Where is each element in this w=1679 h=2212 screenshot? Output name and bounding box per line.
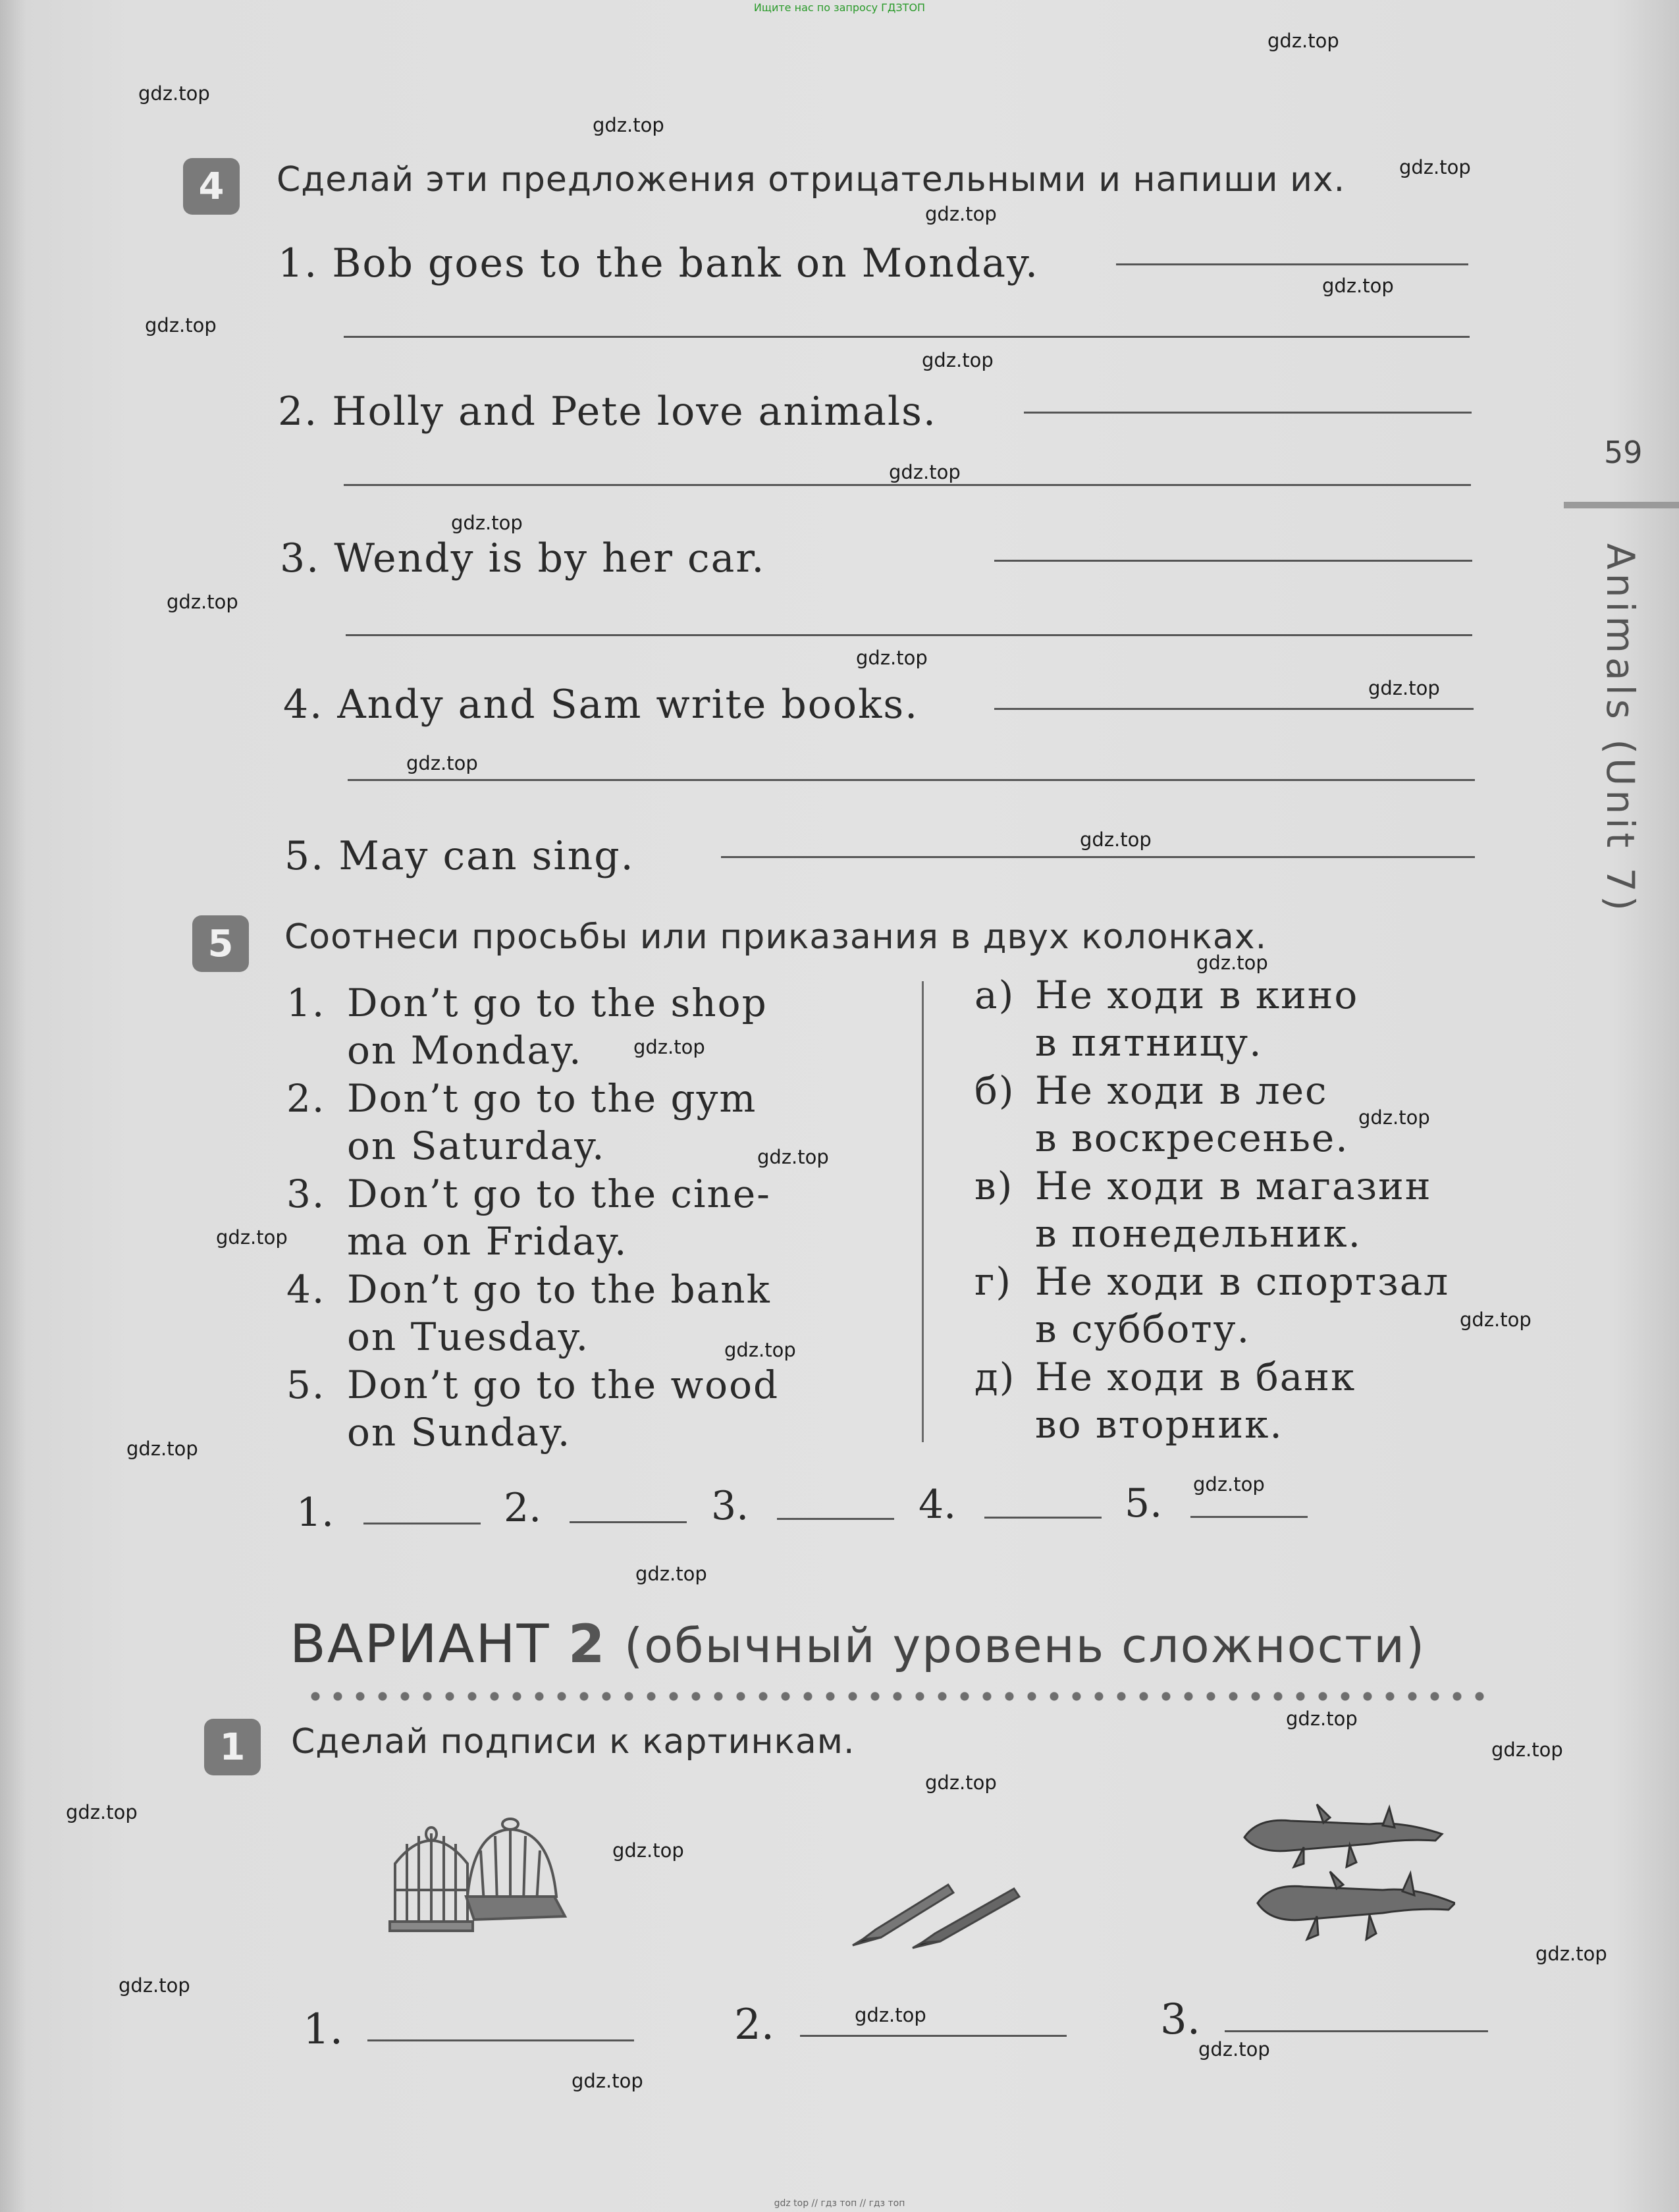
watermark: gdz.top: [1322, 275, 1394, 297]
ex5-right-item-e: д) Не ходи в банк во вторник.: [974, 1355, 1356, 1447]
ex4-sentence-1: 1. Bob goes to the bank on Monday.: [278, 240, 1040, 286]
caption-line-3[interactable]: [1225, 2030, 1488, 2032]
ex4-sentence-2: 2. Holly and Pete love animals.: [278, 389, 938, 435]
answer-line[interactable]: [348, 779, 1475, 781]
ex5-left-item-4: 4. Don’t go to the bank on Tuesday.: [286, 1267, 771, 1359]
answer-blank-2[interactable]: [570, 1521, 687, 1523]
watermark: gdz.top: [724, 1339, 796, 1361]
exercise-4-badge: 4: [183, 158, 240, 215]
answer-line[interactable]: [994, 560, 1472, 562]
crocodiles-picture: [1238, 1798, 1455, 1949]
ex5-right-item-c: в) Не ходи в магазин в понедельник.: [974, 1164, 1432, 1256]
watermark: gdz.top: [1198, 2038, 1270, 2061]
watermark: gdz.top: [612, 1839, 684, 1862]
answer-blank-4[interactable]: [984, 1517, 1102, 1519]
exercise-1-instruction: Сделай подписи к картинкам.: [291, 1722, 855, 1762]
answer-label-3: 3.: [711, 1483, 749, 1529]
caption-line-2[interactable]: [800, 2035, 1067, 2037]
answer-blank-1[interactable]: [363, 1523, 481, 1524]
picture-label-1: 1.: [303, 2005, 344, 2054]
dotted-separator: [304, 1691, 1489, 1702]
exercise-5-instruction: Соотнеси просьбы или приказания в двух колонках.: [284, 917, 1267, 957]
watermark: gdz.top: [925, 203, 997, 225]
watermark: gdz.top: [119, 1974, 190, 1997]
watermark: gdz.top: [855, 2004, 926, 2026]
column-divider: [922, 981, 924, 1442]
watermark: gdz.top: [66, 1801, 138, 1823]
bottom-note: gdz top // гдз топ // гдз топ: [774, 2198, 905, 2209]
watermark: gdz.top: [889, 461, 961, 483]
ex5-left-item-1: 1. Don’t go to the shop on Monday.: [286, 981, 768, 1073]
watermark: gdz.top: [572, 2070, 643, 2092]
answer-label-2: 2.: [504, 1485, 542, 1531]
ex5-right-item-d: г) Не ходи в спортзал в субботу.: [974, 1259, 1450, 1351]
side-rule: [1564, 502, 1679, 508]
answer-label-4: 4.: [919, 1482, 957, 1528]
watermark: gdz.top: [1460, 1308, 1532, 1331]
exercise-1-badge: 1: [204, 1719, 261, 1775]
watermark: gdz.top: [925, 1771, 997, 1794]
watermark: gdz.top: [635, 1563, 707, 1585]
answer-line[interactable]: [346, 634, 1472, 636]
watermark: gdz.top: [145, 314, 217, 337]
ex5-left-item-3: 3. Don’t go to the cine- ma on Friday.: [286, 1172, 771, 1264]
picture-label-3: 3.: [1160, 1995, 1201, 2044]
answer-line[interactable]: [1024, 412, 1472, 414]
watermark: gdz.top: [1286, 1708, 1358, 1730]
ex4-sentence-3: 3. Wendy is by her car.: [280, 535, 766, 581]
caption-line-1[interactable]: [367, 2039, 634, 2041]
ex4-sentence-5: 5. May can sing.: [284, 833, 635, 879]
answer-blank-5[interactable]: [1190, 1516, 1308, 1518]
unit-label: Animals (Unit 7): [1598, 543, 1643, 915]
watermark: gdz.top: [1193, 1473, 1265, 1496]
watermark: gdz.top: [633, 1036, 705, 1058]
exercise-4-instruction: Сделай эти предложения отрицательными и напиши их.: [277, 160, 1346, 200]
answer-line[interactable]: [721, 856, 1475, 858]
watermark: gdz.top: [167, 591, 238, 613]
watermark: gdz.top: [1535, 1943, 1607, 1965]
pencils-picture: [849, 1877, 1040, 1949]
watermark: gdz.top: [757, 1146, 829, 1168]
ex5-right-item-b: б) Не ходи в лес в воскресенье.: [974, 1068, 1349, 1160]
watermark: gdz.top: [1358, 1106, 1430, 1129]
answer-line[interactable]: [1116, 263, 1468, 265]
answer-label-5: 5.: [1125, 1480, 1163, 1526]
watermark: gdz.top: [593, 114, 664, 136]
watermark: gdz.top: [1368, 677, 1440, 699]
variant-heading: ВАРИАНТ 2 (обычный уровень сложности): [290, 1613, 1426, 1675]
watermark: gdz.top: [138, 82, 210, 105]
ex5-left-item-2: 2. Don’t go to the gym on Saturday.: [286, 1076, 757, 1168]
answer-blank-3[interactable]: [777, 1518, 894, 1520]
answer-line[interactable]: [344, 484, 1471, 486]
watermark: gdz.top: [1080, 828, 1152, 851]
cages-picture: [382, 1804, 579, 1936]
top-note: Ищите нас по запросу ГДЗТОП: [753, 1, 926, 14]
watermark: gdz.top: [1196, 952, 1268, 974]
watermark: gdz.top: [1399, 156, 1471, 178]
watermark: gdz.top: [856, 647, 928, 669]
ex4-sentence-4: 4. Andy and Sam write books.: [283, 682, 919, 728]
watermark: gdz.top: [406, 752, 478, 774]
ex5-left-item-5: 5. Don’t go to the wood on Sunday.: [286, 1362, 780, 1455]
answer-line[interactable]: [344, 336, 1470, 338]
watermark: gdz.top: [1267, 30, 1339, 52]
watermark: gdz.top: [126, 1438, 198, 1460]
answer-label-1: 1.: [296, 1490, 334, 1536]
exercise-5-badge: 5: [192, 915, 249, 972]
page-number: 59: [1604, 435, 1643, 470]
watermark: gdz.top: [216, 1226, 288, 1249]
answer-line[interactable]: [994, 708, 1474, 710]
watermark: gdz.top: [922, 349, 994, 371]
picture-label-2: 2.: [734, 2001, 775, 2049]
watermark: gdz.top: [451, 512, 523, 534]
watermark: gdz.top: [1491, 1739, 1563, 1761]
ex5-right-item-a: а) Не ходи в кино в пятницу.: [974, 973, 1359, 1065]
